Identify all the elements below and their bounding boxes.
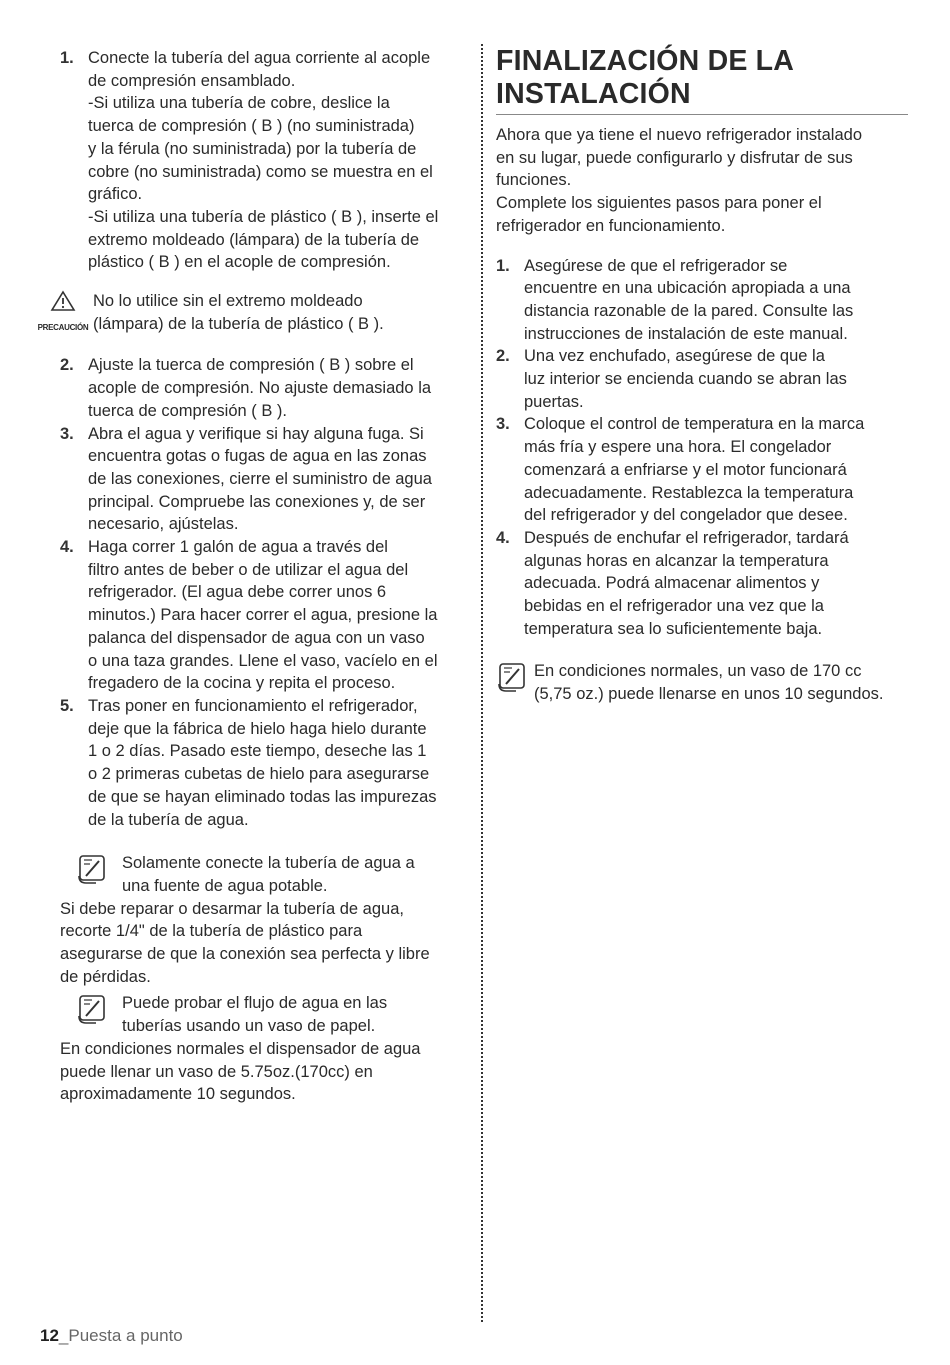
page-footer (40, 1326, 183, 1346)
note-text (60, 1038, 470, 1106)
step-body (88, 423, 470, 537)
right-step-4 (496, 527, 908, 641)
step-body (524, 413, 908, 527)
section-name: _Puesta a punto (58, 1326, 183, 1345)
caution-text (93, 290, 470, 335)
text-line: Asegúrese de que el refrigerador se (524, 256, 788, 275)
step-number: 1. (60, 49, 74, 67)
text-line: funciones. (496, 171, 572, 190)
text-line: principal. Compruebe las conexiones y, de ser (88, 492, 426, 511)
step-number: 1. (496, 256, 510, 275)
text-line: Tras poner en funcionamiento el refrigerador, (88, 696, 418, 715)
note-icon-text (122, 992, 470, 1037)
right-note (496, 660, 908, 705)
text-line: de la tubería de agua. (88, 810, 249, 829)
text-line: en su lugar, puede configurarlo y disfrutar de sus (496, 148, 853, 167)
step-body (88, 695, 470, 831)
text-line: Una vez enchufado, asegúrese de que la (524, 347, 825, 366)
text-line: adecuadamente. Restablezca la temperatura (524, 483, 854, 502)
text-line: algunas horas en alcanzar la temperatura (524, 551, 829, 570)
caution-icon (32, 290, 94, 339)
text-line: aproximadamente 10 segundos. (60, 1085, 296, 1104)
right-column (496, 45, 908, 706)
step-number: 3. (496, 415, 510, 434)
step-number: 4. (496, 528, 510, 547)
text-line: Puede probar el flujo de agua en las (122, 994, 388, 1013)
text-line: comenzará a enfriarse y el motor funcionará (524, 460, 847, 479)
step-body (88, 354, 470, 422)
text-line: gráfico. (88, 185, 143, 204)
text-line: Complete los siguientes pasos para poner el (496, 194, 822, 213)
text-line: refrigerador en funcionamiento. (496, 216, 726, 235)
text-line: Después de enchufar el refrigerador, tardará (524, 528, 849, 547)
text-line: Ajuste la tuerca de compresión ( B ) sobre el (88, 356, 414, 375)
text-line: Ahora que ya tiene el nuevo refrigerador instalado (496, 126, 862, 144)
text-line: del refrigerador y del congelador que desee. (524, 506, 848, 525)
text-line: No lo utilice sin el extremo moldeado (93, 292, 363, 311)
text-line: y la férula (no suministrada) por la tubería de (88, 139, 417, 158)
title-rule (496, 114, 908, 115)
step-number: 3. (60, 424, 74, 443)
note-icon-text (122, 852, 470, 897)
text-line: cobre (no suministrada) como se muestra en el (88, 162, 433, 181)
section-title (496, 45, 908, 111)
text-line: extremo moldeado (lámpara) de la tubería de (88, 230, 420, 249)
left-step-3 (60, 423, 470, 537)
step-number: 5. (60, 696, 74, 715)
step-body (88, 536, 470, 695)
text-line: instrucciones de instalación de este manual. (524, 324, 848, 343)
step-number: 4. (60, 538, 74, 557)
step-body (524, 345, 908, 413)
text-line: asegurarse de que la conexión sea perfecta y libre (60, 945, 430, 964)
text-line: encuentre en una ubicación apropiada a una (524, 279, 851, 298)
text-line: filtro antes de beber o de utilizar el agua del (88, 560, 409, 579)
text-line: o una taza grandes. Llene el vaso, vacíelo en el (88, 651, 438, 670)
text-line: En condiciones normales, un vaso de 170 cc (534, 662, 862, 681)
caution-label: PRECAUCIÓN (37, 322, 89, 332)
text-line: En condiciones normales el dispensador de agua (60, 1039, 421, 1058)
intro-text (496, 124, 908, 238)
step-body (524, 527, 908, 641)
left-step-1 (60, 47, 470, 274)
text-line: Coloque el control de temperatura en la marca (524, 415, 865, 434)
text-line: Solamente conecte la tubería de agua a (122, 854, 415, 873)
step-number: 2. (60, 356, 74, 375)
right-step-1 (496, 255, 908, 346)
text-line: tuerca de compresión ( B ). (88, 401, 287, 420)
text-line: deje que la fábrica de hielo haga hielo durante (88, 719, 427, 738)
text-line: (lámpara) de la tubería de plástico ( B ). (93, 314, 384, 333)
column-divider (481, 44, 483, 1322)
text-line: luz interior se encienda cuando se abran las (524, 370, 847, 389)
text-line: plástico ( B ) en el acople de compresión. (88, 253, 391, 272)
left-step-5 (60, 695, 470, 831)
text-line: Conecte la tubería del agua corriente al acople (88, 49, 431, 67)
text-line: minutos.) Para hacer correr el agua, presione la (88, 606, 438, 625)
note-text (534, 660, 908, 705)
note-icon (76, 852, 116, 888)
note-icon (76, 992, 116, 1028)
text-line: tuberías usando un vaso de papel. (122, 1017, 376, 1036)
text-line: -Si utiliza una tubería de plástico ( B ), inserte el (88, 207, 439, 226)
text-line: de las conexiones, cierre el suministro de agua (88, 469, 432, 488)
note-text (60, 898, 470, 989)
step-number: 2. (496, 347, 510, 366)
text-line: recorte 1/4" de la tubería de plástico para (60, 922, 363, 941)
right-step-3 (496, 413, 908, 527)
text-line: FINALIZACIÓN DE LA (496, 45, 795, 77)
note-icon (496, 660, 534, 696)
text-line: Si debe reparar o desarmar la tubería de agua, (60, 899, 404, 918)
text-line: puede llenar un vaso de 5.75oz.(170cc) en (60, 1062, 373, 1081)
text-line: Haga correr 1 galón de agua a través del (88, 538, 388, 557)
note-block-1 (60, 852, 470, 988)
text-line: de compresión ensamblado. (88, 71, 296, 90)
text-line: distancia razonable de la pared. Consulte las (524, 301, 854, 320)
text-line: acople de compresión. No ajuste demasiado la (88, 379, 432, 398)
text-line: puertas. (524, 392, 584, 411)
text-line: de que se hayan eliminado todas las impurezas (88, 787, 437, 806)
caution-note (32, 290, 470, 339)
text-line: adecuada. Podrá almacenar alimentos y (524, 574, 820, 593)
text-line: INSTALACIÓN (496, 78, 691, 110)
text-line: más fría y espere una hora. El congelador (524, 438, 832, 457)
text-line: temperatura sea lo suficientemente baja. (524, 619, 823, 638)
text-line: 1 o 2 días. Pasado este tiempo, deseche las 1 (88, 742, 427, 761)
text-line: una fuente de agua potable. (122, 876, 328, 895)
page-number: 12 (40, 1326, 59, 1345)
note-block-2 (60, 992, 470, 1106)
left-column (37, 47, 470, 1106)
text-line: bebidas en el refrigerador una vez que la (524, 597, 824, 616)
right-step-2 (496, 345, 908, 413)
text-line: -Si utiliza una tubería de cobre, deslice la (88, 94, 390, 113)
text-line: de pérdidas. (60, 967, 151, 986)
text-line: o 2 primeras cubetas de hielo para asegurarse (88, 765, 430, 784)
text-line: palanca del dispensador de agua con un vaso (88, 628, 425, 647)
text-line: encuentra gotas o fugas de agua en las zonas (88, 447, 427, 466)
text-line: fregadero de la cocina y repita el proceso. (88, 674, 396, 693)
text-line: Abra el agua y verifique si hay alguna fuga. Si (88, 424, 424, 443)
left-step-2 (60, 354, 470, 422)
text-line: necesario, ajústelas. (88, 515, 239, 534)
text-line: tuerca de compresión ( B ) (no suministrada) (88, 117, 415, 136)
text-line: refrigerador. (El agua debe correr unos 6 (88, 583, 387, 602)
step-body (88, 47, 470, 274)
text-line: (5,75 oz.) puede llenarse en unos 10 segundos. (534, 685, 884, 704)
left-step-4 (60, 536, 470, 695)
step-body (524, 255, 908, 346)
